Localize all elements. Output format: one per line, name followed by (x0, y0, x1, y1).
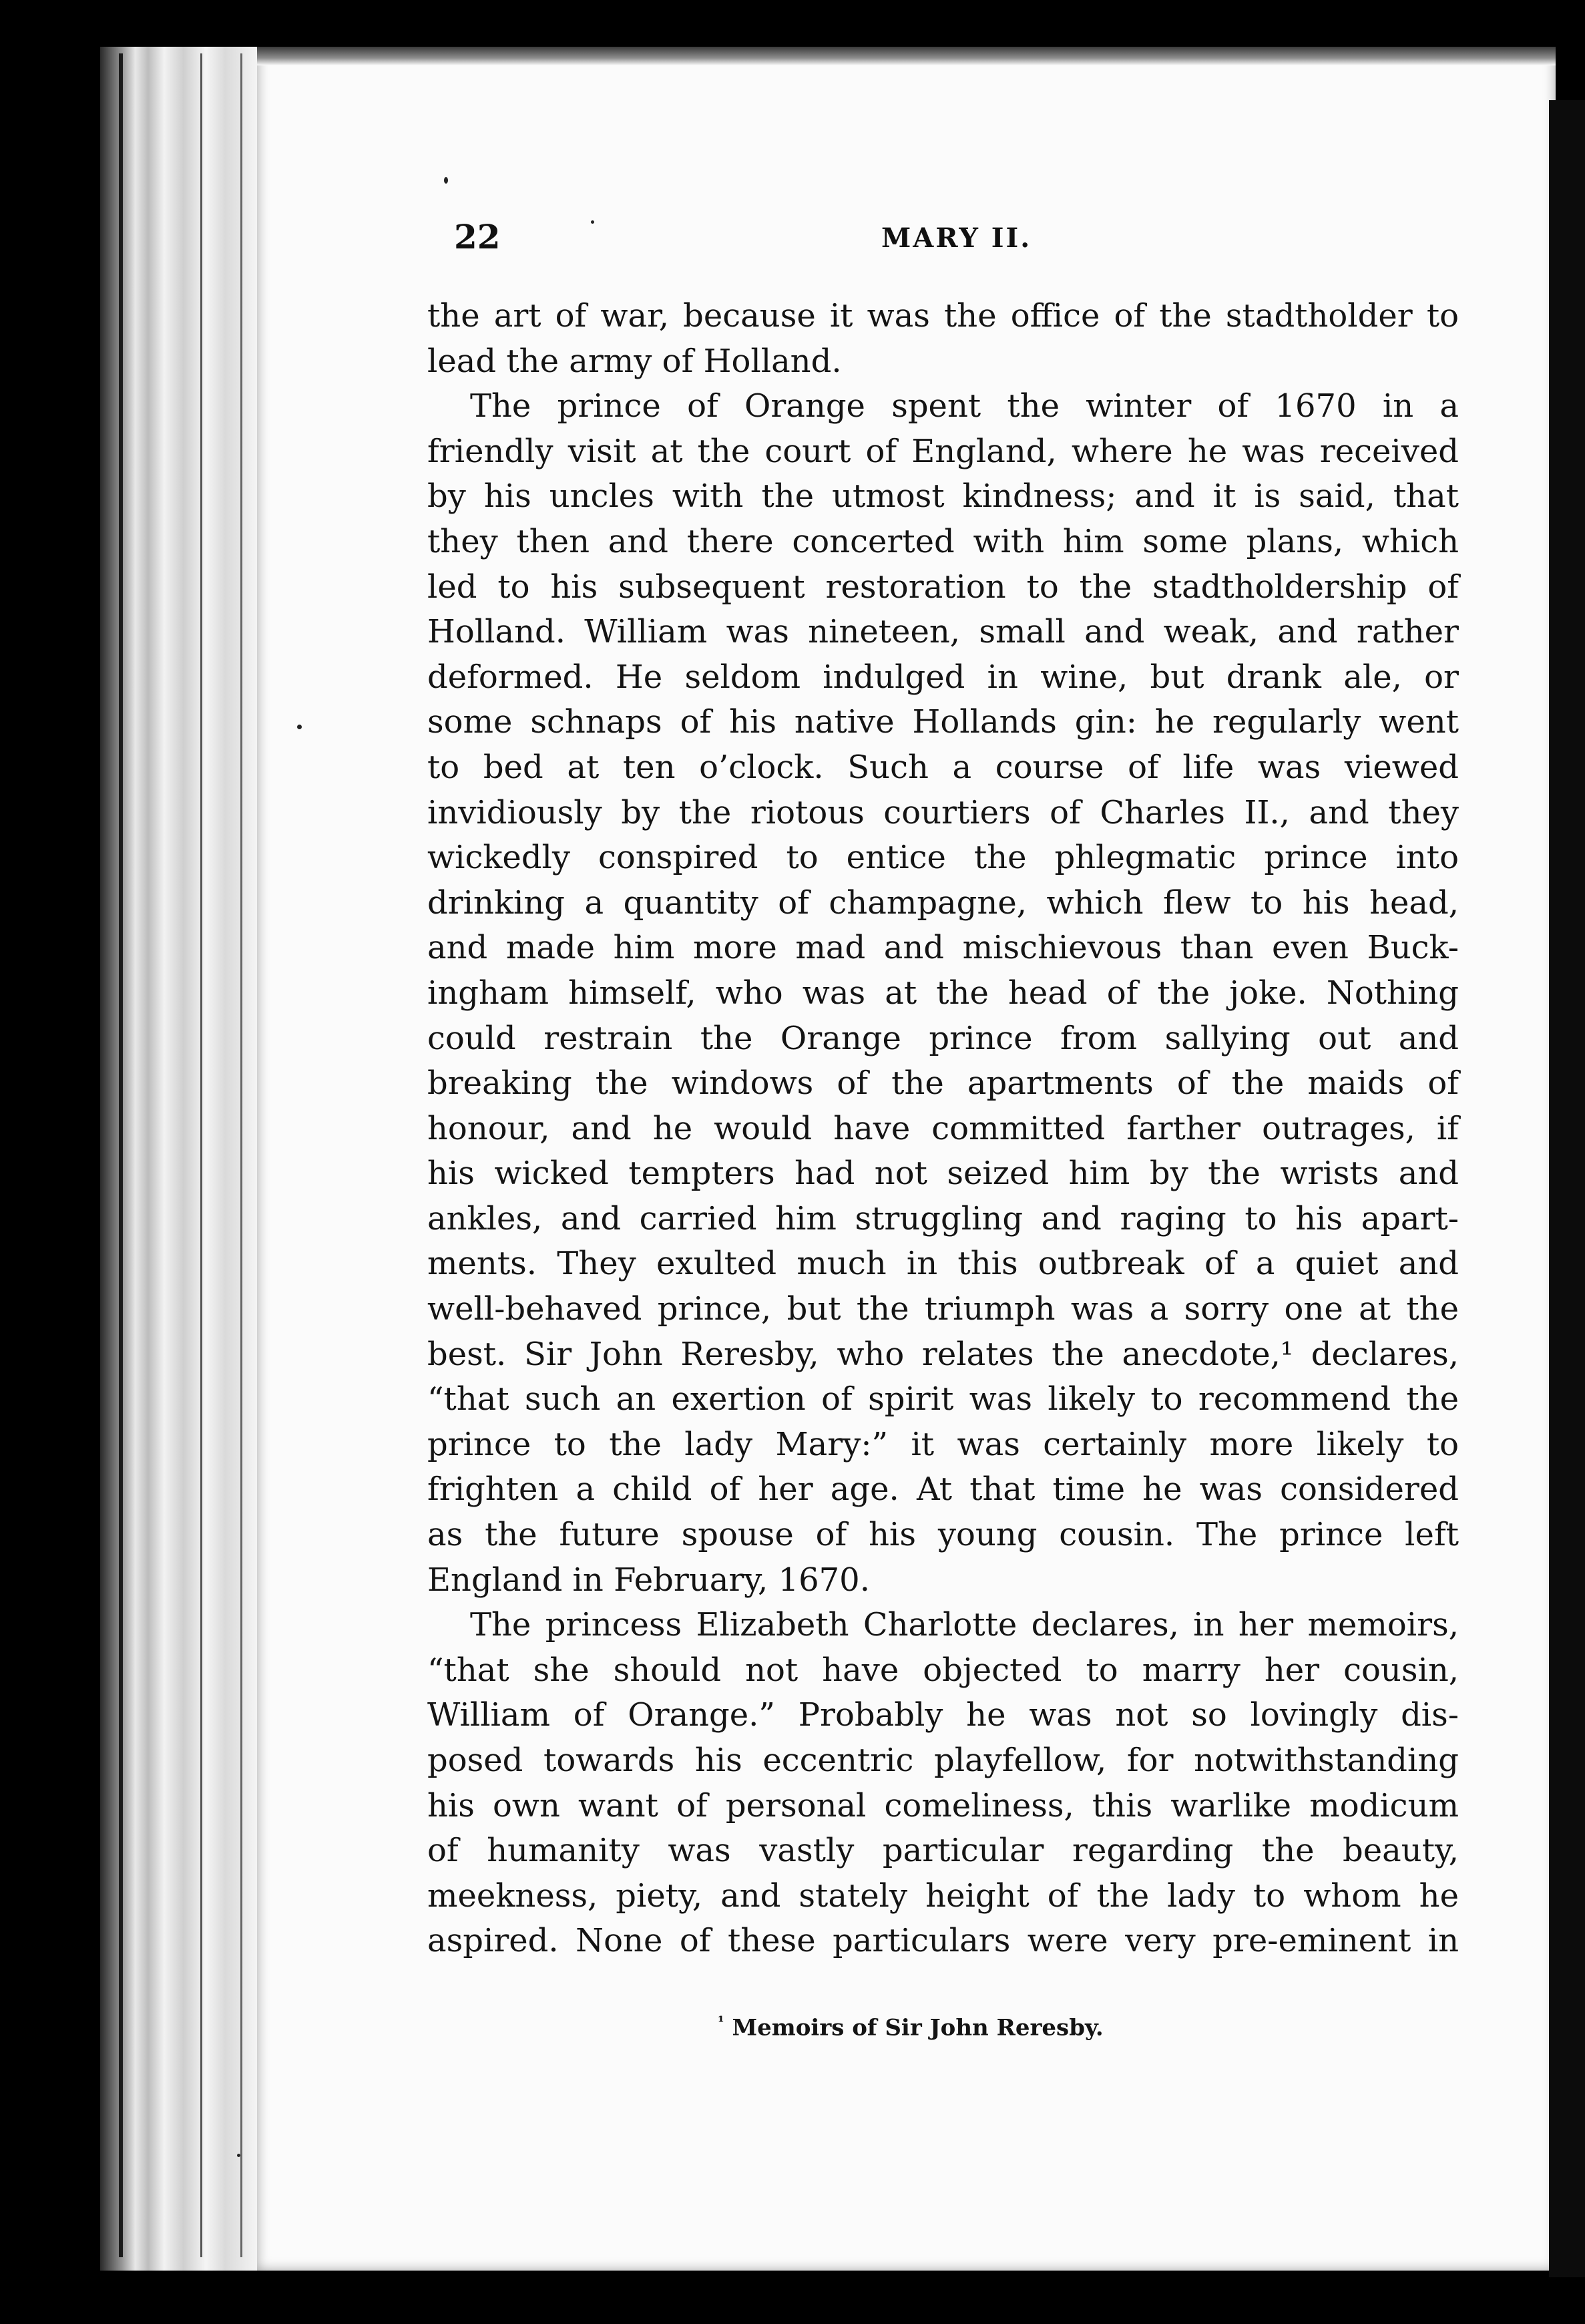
gutter-edge-line (200, 53, 202, 2257)
scan-speck (591, 220, 594, 224)
text-line: invidiously by the riotous courtiers of Charles II., and they (427, 793, 1459, 831)
page-number: 22 (454, 217, 501, 256)
text-line: breaking the windows of the apartments of the maids of (427, 1064, 1459, 1103)
footnote-mark: ¹ (718, 2013, 724, 2031)
text-line: by his uncles with the utmost kindness; and it is said, that (427, 477, 1459, 516)
text-line: some schnaps of his native Hollands gin: he regularly went (427, 703, 1459, 741)
page-top-edge (257, 47, 1556, 65)
text-line: The prince of Orange spent the winter of 1670 in a (470, 387, 1459, 425)
gutter-shadow-line (119, 53, 123, 2257)
text-line: friendly visit at the court of England, where he was received (427, 432, 1459, 470)
running-head: MARY II. (881, 222, 1032, 254)
text-line: aspired. None of these particulars were very pre-eminent in (427, 1922, 1459, 1960)
text-line: lead the army of Holland. (427, 342, 842, 380)
text-line: The princess Elizabeth Charlotte declares, in her memoirs, (470, 1606, 1459, 1644)
book-gutter (100, 47, 260, 2271)
text-line: of humanity was vastly particular regarding the beauty, (427, 1832, 1459, 1870)
text-line: could restrain the Orange prince from sallying out and (427, 1019, 1459, 1057)
text-line: England in February, 1670. (427, 1561, 870, 1599)
text-line: frighten a child of her age. At that time he was considered (427, 1471, 1459, 1509)
text-line: best. Sir John Reresby, who relates the anecdote,¹ declares, (427, 1335, 1459, 1373)
text-line: wickedly conspired to entice the phlegmatic prince into (427, 839, 1459, 877)
scan-speck (444, 177, 448, 184)
text-line: meekness, piety, and stately height of the lady to whom he (427, 1877, 1459, 1915)
text-line: well-behaved prince, but the triumph was a sorry one at the (427, 1290, 1459, 1328)
text-line: deformed. He seldom indulged in wine, but drank ale, or (427, 658, 1459, 696)
scan-right-border (1549, 100, 1585, 2277)
text-line: to bed at ten o’clock. Such a course of life was viewed (427, 748, 1459, 786)
footnote-text: Memoirs of Sir John Reresby. (732, 2014, 1104, 2042)
text-line: posed towards his eccentric playfellow, for notwithstanding (427, 1742, 1459, 1779)
gutter-edge-line (240, 53, 242, 2257)
text-line: “that such an exertion of spirit was likely to recommend the (427, 1380, 1459, 1418)
paragraph (427, 1603, 1459, 1964)
paragraph (427, 294, 1459, 384)
text-line: prince to the lady Mary:” it was certainly more likely to (427, 1425, 1459, 1463)
page-header (454, 217, 1469, 270)
text-line: his own want of personal comeliness, this warlike modicum (427, 1786, 1459, 1824)
text-line: Holland. William was nineteen, small and weak, and rather (427, 613, 1459, 651)
text-line: and made him more mad and mischievous than even Buck- (427, 929, 1459, 967)
text-line: as the future spouse of his young cousin. The prince left (427, 1516, 1459, 1554)
text-line: his wicked tempters had not seized him by the wrists and (427, 1155, 1459, 1193)
text-line: drinking a quantity of champagne, which flew to his head, (427, 884, 1459, 922)
text-line: honour, and he would have committed farther outrages, if (427, 1109, 1459, 1147)
text-line: led to his subsequent restoration to the stadtholdership of (427, 568, 1459, 606)
text-line: ankles, and carried him struggling and raging to his apart- (427, 1199, 1459, 1237)
scan-speck (297, 725, 302, 729)
text-line: ments. They exulted much in this outbreak of a quiet and (427, 1245, 1459, 1283)
text-line: “that she should not have objected to marry her cousin, (427, 1651, 1459, 1689)
scan-speck (237, 2154, 240, 2157)
paragraph (427, 384, 1459, 1603)
body-text (427, 294, 1459, 1964)
text-line: the art of war, because it was the office of the stadtholder to (427, 297, 1459, 335)
text-line: they then and there concerted with him some plans, which (427, 522, 1459, 560)
text-line: William of Orange.” Probably he was not so lovingly dis- (427, 1696, 1459, 1734)
text-line: ingham himself, who was at the head of the joke. Nothing (427, 974, 1459, 1012)
footnote (718, 2013, 1104, 2041)
